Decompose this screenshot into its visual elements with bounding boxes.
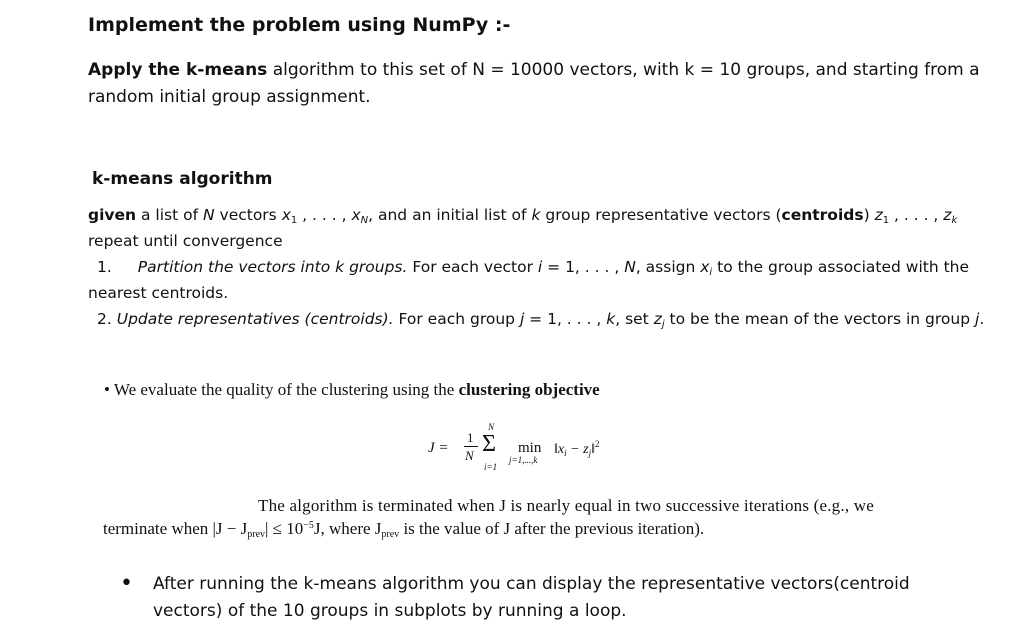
subscript: k bbox=[951, 215, 958, 226]
var-zk: z bbox=[943, 206, 952, 224]
subscript: j bbox=[661, 319, 665, 330]
objective-text: We evaluate the quality of the clustering using the bbox=[109, 380, 459, 399]
var-x: x bbox=[700, 258, 710, 276]
norm-end: ‖ bbox=[591, 442, 596, 457]
var-j: j bbox=[975, 310, 980, 328]
var-z: z bbox=[653, 310, 662, 328]
given-line bbox=[88, 206, 957, 226]
var-x1: x bbox=[281, 206, 291, 224]
termination-text: J, where J bbox=[313, 519, 382, 538]
intro-text: algorithm to this set of N = 10000 vectors, with k = 10 groups, and starting from a bbox=[267, 60, 980, 80]
sum-bottom: i=1 bbox=[484, 462, 498, 472]
given-text: a list of bbox=[136, 206, 203, 224]
subscript: N bbox=[360, 215, 369, 226]
ellipsis: , . . . , bbox=[889, 206, 944, 224]
step-number: 2. bbox=[97, 310, 117, 328]
termination-line-2 bbox=[103, 519, 704, 540]
var-N: N bbox=[202, 206, 215, 224]
intro-line-1 bbox=[88, 57, 980, 84]
given-text: vectors bbox=[214, 206, 282, 224]
subscript: 1 bbox=[290, 215, 298, 226]
step-title: Partition the vectors into k groups. bbox=[137, 258, 408, 276]
given-text: , and an initial list of bbox=[368, 206, 532, 224]
centroids-label: centroids bbox=[781, 206, 864, 224]
formula-one: 1 bbox=[467, 430, 474, 445]
step-text: , assign bbox=[635, 258, 701, 276]
final-note: After running the k-means algorithm you can display the representative vectors(centroid vectors) of the 10 groups in subplots by running a loop. bbox=[153, 574, 910, 621]
objective-formula bbox=[428, 424, 648, 476]
page-title: Implement the problem using NumPy :- bbox=[88, 14, 511, 36]
bullet: • bbox=[104, 380, 110, 399]
norm-z: − z bbox=[566, 442, 589, 457]
step-1 bbox=[97, 258, 969, 278]
termination-text: is the value of J after the previous iteration). bbox=[399, 519, 705, 538]
given-label: given bbox=[88, 206, 137, 224]
step-1-continued: nearest centroids. bbox=[88, 284, 229, 302]
algorithm-heading: k-means algorithm bbox=[92, 169, 273, 189]
fraction-bar bbox=[464, 446, 478, 447]
var-N: N bbox=[624, 258, 636, 276]
step-title: Update representatives (centroids). bbox=[116, 310, 394, 328]
step-text: For each vector bbox=[407, 258, 538, 276]
intro-bold: Apply the k-means bbox=[88, 60, 268, 80]
step-text: , set bbox=[615, 310, 654, 328]
superscript: 2 bbox=[595, 439, 600, 449]
termination-text: terminate when |J − J bbox=[103, 519, 248, 538]
given-text: group representative vectors ( bbox=[540, 206, 782, 224]
formula-J: J = bbox=[428, 440, 449, 456]
step-2 bbox=[97, 310, 984, 330]
ellipsis: , . . . , bbox=[297, 206, 352, 224]
subscript: 1 bbox=[882, 215, 890, 226]
min-subscript: j=1,...,k bbox=[509, 455, 538, 465]
var-k: k bbox=[531, 206, 541, 224]
step-text: to be the mean of the vectors in group bbox=[664, 310, 975, 328]
termination-line-1: The algorithm is terminated when J is nearly equal in two successive iterations (e.g., we bbox=[258, 496, 874, 515]
repeat-line: repeat until convergence bbox=[88, 232, 283, 250]
superscript: −5 bbox=[303, 520, 314, 531]
var-k: k bbox=[606, 310, 616, 328]
formula-N: N bbox=[465, 448, 474, 463]
intro-paragraph bbox=[88, 57, 980, 111]
subscript: prev bbox=[247, 529, 266, 540]
subscript: i bbox=[709, 267, 713, 278]
step-text: to the group associated with the bbox=[712, 258, 970, 276]
termination-text: | ≤ 10 bbox=[265, 519, 304, 538]
var-z1: z bbox=[874, 206, 883, 224]
intro-line-2: random initial group assignment. bbox=[88, 87, 371, 107]
sum-top: N bbox=[488, 422, 495, 432]
subscript: i bbox=[564, 448, 567, 458]
step-text: = 1, . . . , bbox=[542, 258, 625, 276]
var-j: j bbox=[519, 310, 525, 328]
step-text: For each group bbox=[393, 310, 520, 328]
step-text: = 1, . . . , bbox=[524, 310, 607, 328]
objective-bold: clustering objective bbox=[458, 380, 600, 399]
var-i: i bbox=[537, 258, 543, 276]
norm-x: ‖x bbox=[554, 442, 565, 457]
given-text: ) bbox=[863, 206, 875, 224]
formula-min: min bbox=[518, 440, 542, 456]
subscript: prev bbox=[381, 529, 400, 540]
step-number: 1. bbox=[97, 258, 112, 276]
var-xN: x bbox=[351, 206, 361, 224]
formula-norm bbox=[554, 439, 600, 458]
step-text: . bbox=[979, 310, 985, 328]
sigma-symbol: Σ bbox=[482, 431, 496, 457]
subscript: j bbox=[588, 448, 592, 458]
final-bullet: • bbox=[120, 571, 133, 596]
objective-bullet bbox=[104, 380, 600, 400]
